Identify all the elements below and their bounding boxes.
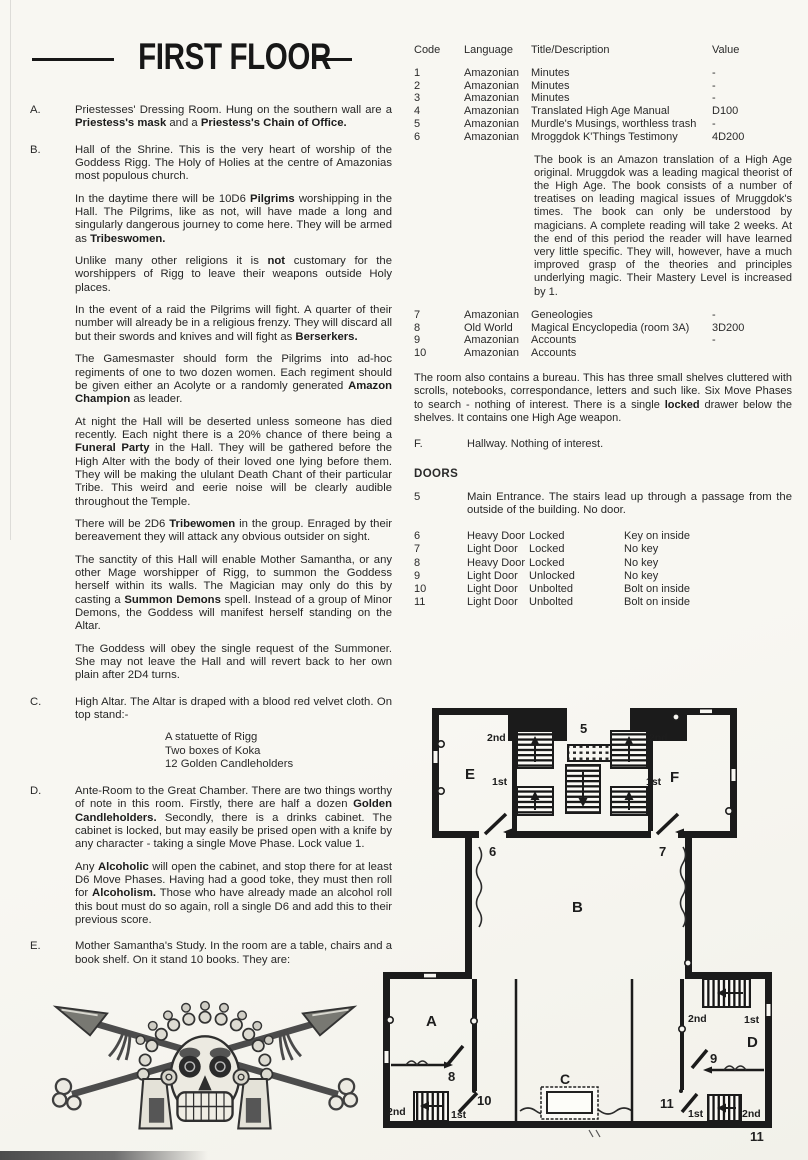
section-body xyxy=(75,940,392,976)
section-letter: A. xyxy=(30,104,41,116)
paragraph: Hall of the Shrine. This is the very heart of worship of the Goddess Rigg. The Holy of Holies at the centre of Amazonias most populous church. xyxy=(75,143,392,183)
book-value: D100 xyxy=(712,105,739,118)
book-row xyxy=(414,92,792,105)
map-label-2nd: 2nd xyxy=(742,1108,761,1120)
book-language: Amazonian xyxy=(464,334,520,347)
book-row xyxy=(414,309,792,322)
book-value: - xyxy=(712,92,716,105)
books-table-rows-1-6 xyxy=(414,67,792,144)
book-code: 10 xyxy=(414,347,427,360)
door-note: Bolt on inside xyxy=(624,583,691,596)
door-note: No key xyxy=(624,569,659,582)
book-code: 2 xyxy=(414,79,421,92)
paragraph: Unlike many other religions it is not customary for the worshippers of Rigg to leave their weapons outside Holy places. xyxy=(75,255,392,294)
map-label-d: D xyxy=(747,1034,758,1051)
altar xyxy=(541,1087,598,1119)
section-b xyxy=(30,144,392,692)
door-6-leaf xyxy=(485,814,506,834)
map-label-f: F xyxy=(670,769,680,786)
map-label-a: A xyxy=(426,1013,437,1030)
section-d xyxy=(30,785,392,936)
book-6-description: The book is an Amazon translation of a High Age original. Mruggdok was a leading magical theorist of the High Age. The book consists of a number of treatises on leading magical issues of Mruggdok's times. The book can only be understood by magicians. A complete reading will take 2 weeks. At the end of this period the reader will have learned very little specific. They will, however, have a much improved grasp of the theories and principles underlying magic. Their Mastery Level is increased by 1. xyxy=(534,153,792,298)
door-code: 6 xyxy=(414,530,421,543)
door-type: Heavy Door xyxy=(467,530,526,543)
map-label-c: C xyxy=(560,1071,571,1087)
door-note: No key xyxy=(624,543,659,556)
paragraph: Ante-Room to the Great Chamber. There are two things worthy of note in this room. Firstly, there are half a dozen Golden Candleholders. Secondly, there is a drinks cabinet. The cabinet is locked, but may easily be prised open with a knife by any character - taking a single Move Phase. Lock value 1. xyxy=(75,784,392,851)
map-label-1st: 1st xyxy=(688,1108,704,1120)
door-row xyxy=(414,583,792,596)
door-row xyxy=(414,557,792,570)
map-label-5: 5 xyxy=(580,721,588,736)
book-title: Mroggdok K'Things Testimony xyxy=(531,130,678,143)
section-letter: B. xyxy=(30,143,41,156)
book-code: 4 xyxy=(414,105,421,118)
door-entry-main-entrance xyxy=(414,491,792,518)
book-row xyxy=(414,67,792,80)
door-code: 10 xyxy=(414,583,427,596)
map-label-b: B xyxy=(572,899,583,916)
page-title-block xyxy=(32,36,392,82)
map-label-2nd: 2nd xyxy=(688,1013,707,1025)
column-header-code: Code xyxy=(414,44,441,56)
map-label-8: 8 xyxy=(448,1069,456,1084)
bureau-paragraph: The room also contains a bureau. This has three small shelves cluttered with scrolls, notebooks, correspondance, letters and such like. Six Move Phases to search - nothing of interest. There is a single locked drawer below the shelves. It contains one High Age weapon. xyxy=(414,372,792,424)
book-code: 1 xyxy=(414,66,421,79)
map-label-6: 6 xyxy=(489,844,497,859)
right-column xyxy=(414,44,792,609)
book-code: 5 xyxy=(414,117,421,130)
door-state: Locked xyxy=(529,543,565,556)
map-label-2nd: 2nd xyxy=(387,1106,406,1118)
book-language: Old World xyxy=(464,321,513,334)
paragraph xyxy=(165,731,392,772)
book-code: 7 xyxy=(414,308,421,321)
book-code: 3 xyxy=(414,92,421,105)
book-row xyxy=(414,131,792,144)
door-code: 5 xyxy=(414,490,421,503)
door-row xyxy=(414,543,792,556)
book-language: Amazonian xyxy=(464,130,520,143)
paragraph: High Altar. The Altar is draped with a blood red velvet cloth. On top stand:- xyxy=(75,695,392,722)
map-label-e: E xyxy=(465,766,476,783)
book-row xyxy=(414,80,792,93)
left-sections xyxy=(30,104,392,976)
hallway-text: Hallway. Nothing of interest. xyxy=(467,438,604,451)
book-value: - xyxy=(712,66,716,79)
book-title: Accounts xyxy=(531,334,577,347)
title-box xyxy=(114,36,332,82)
paragraph: In the event of a raid the Pilgrims will fight. A quarter of their number will already be in a religious frenzy. They will discard all but their swords and knives and will fight as Berserkers. xyxy=(75,304,392,343)
book-title: Translated High Age Manual xyxy=(531,105,670,118)
book-title: Accounts xyxy=(531,347,577,360)
paragraph: There will be 2D6 Tribewomen in the group. Enraged by their bereavement they will attack any obvious outsider on sight. xyxy=(75,517,392,544)
map-label-1st: 1st xyxy=(646,776,662,788)
door-7-leaf xyxy=(657,814,678,834)
title-rule-left xyxy=(32,58,114,61)
door-code: 9 xyxy=(414,569,421,582)
door-note: No key xyxy=(624,556,659,569)
section-c xyxy=(30,696,392,781)
map-label-10: 10 xyxy=(477,1093,492,1108)
book-value: 4D200 xyxy=(712,130,745,143)
map-label-11: 11 xyxy=(660,1096,674,1111)
left-column xyxy=(30,30,392,1141)
list-line: Two boxes of Koka xyxy=(165,744,261,757)
door-state: Unbolted xyxy=(529,583,574,596)
scan-tick-marks xyxy=(589,1130,600,1137)
book-row xyxy=(414,334,792,347)
book-language: Amazonian xyxy=(464,308,520,321)
page-number: 11 xyxy=(750,1129,764,1144)
door-state: Unlocked xyxy=(529,569,575,582)
scan-artifact-line xyxy=(10,0,11,540)
section-f xyxy=(414,438,792,451)
book-language: Amazonian xyxy=(464,105,520,118)
book-row xyxy=(414,118,792,131)
book-title: Magical Encyclopedia (room 3A) xyxy=(531,321,690,334)
book-title: Minutes xyxy=(531,66,570,79)
map-label-2nd: 2nd xyxy=(649,732,668,744)
book-code: 9 xyxy=(414,334,421,347)
paragraph: Any Alcoholic will open the cabinet, and stop there for at least D6 Move Phases. Having had a good toke, they must then roll for Alcoholism. Those who have already made an alcohol roll this bout must do so again, roll a single D6 and add this to their previous score. xyxy=(75,860,392,926)
map-label-9: 9 xyxy=(710,1051,718,1066)
paragraph: In the daytime there will be 10D6 Pilgrims worshipping in the Hall. The Pilgrims, like as not, will have made a long and singularly dangerous journey to come here. They will be armed as Tribeswomen. xyxy=(75,192,392,245)
door-type: Light Door xyxy=(467,596,518,609)
section-body xyxy=(75,696,392,781)
book-row xyxy=(414,105,792,118)
door-code: 11 xyxy=(414,596,426,609)
books-table-rows-7-10 xyxy=(414,309,792,360)
door-type: Heavy Door xyxy=(467,556,526,569)
book-value: - xyxy=(712,117,716,130)
book-row xyxy=(414,347,792,360)
section-e xyxy=(30,940,392,976)
floor-plan-map xyxy=(380,698,796,1146)
book-title: Minutes xyxy=(531,79,570,92)
door-note: Bolt on inside xyxy=(624,596,691,609)
book-code: 6 xyxy=(414,130,421,143)
book-value xyxy=(712,347,792,360)
map-label-2nd: 2nd xyxy=(487,732,506,744)
map-label-1st: 1st xyxy=(492,776,508,788)
door-state: Locked xyxy=(529,530,565,543)
list-line: 12 Golden Candleholders xyxy=(165,758,294,771)
book-title: Murdle's Musings, worthless trash xyxy=(531,117,697,130)
door-9-leaf xyxy=(692,1050,707,1068)
book-title: Minutes xyxy=(531,92,570,105)
door-code: 7 xyxy=(414,543,421,556)
paragraph: Mother Samantha's Study. In the room are a table, chairs and a book shelf. On it stand 10 books. They are: xyxy=(75,940,392,966)
door-note: Key on inside xyxy=(624,530,691,543)
paragraph: The Goddess will obey the single request of the Summoner. She may not leave the Hall and will revert back to her own plain after 2D4 turns. xyxy=(75,642,392,682)
map-label-1st: 1st xyxy=(744,1014,760,1026)
books-table-header xyxy=(414,44,792,57)
section-letter: C. xyxy=(30,695,42,708)
book-value: - xyxy=(712,79,716,92)
book-value: - xyxy=(712,334,716,347)
door-code: 8 xyxy=(414,556,421,569)
book-language: Amazonian xyxy=(464,347,520,360)
book-code: 8 xyxy=(414,321,421,334)
door-row xyxy=(414,596,792,609)
list-line: A statuette of Rigg xyxy=(165,731,258,744)
door-type: Light Door xyxy=(467,569,518,582)
section-body xyxy=(75,104,392,140)
door-row xyxy=(414,530,792,543)
book-row xyxy=(414,322,792,335)
section-a xyxy=(30,104,392,140)
map-doors xyxy=(406,814,746,1112)
page-title: FIRST FLOOR xyxy=(138,36,332,77)
door-type: Light Door xyxy=(467,543,518,556)
paragraph: At night the Hall will be deserted unless someone has died recently. Each night there is a 20% chance of there being a Funeral Party in the Hall. They will be gathered before the High Alter with the body of their loved one lying before them. They will be making the ululant Death Chant of their particular Tribe. This weird and eerie noise will be clearly audible throughout the Temple. xyxy=(75,415,393,508)
paragraph: The Gamesmaster should form the Pilgrims into ad-hoc regiments of one to two dozen women. Each regiment should be given either an Acolyte or a randomly generated Amazon Champion as leader. xyxy=(75,353,392,406)
book-title: Geneologies xyxy=(531,308,593,321)
column-header-title: Title/Description xyxy=(531,44,610,56)
door-type: Light Door xyxy=(467,583,518,596)
book-value: - xyxy=(712,308,716,321)
map-label-1st: 1st xyxy=(451,1109,467,1121)
book-language: Amazonian xyxy=(464,92,520,105)
book-language: Amazonian xyxy=(464,66,520,79)
column-header-language: Language xyxy=(464,44,513,56)
skull-crossed-spears-drawing xyxy=(42,984,368,1136)
paragraph: The sanctity of this Hall will enable Mother Samantha, or any other Mage worshipper of Rigg, to summon the Goddess herself within its walls. The Magician may only do this by casting a Summon Demons spell. Instead of a group of Minor Demons, the Goddess will manifest herself standing on the Altar. xyxy=(75,553,392,633)
book-language: Amazonian xyxy=(464,79,520,92)
paragraph: Priestesses' Dressing Room. Hung on the southern wall are a Priestess's mask and a Priestess's Chain of Office. xyxy=(75,104,392,130)
doors-table xyxy=(414,530,792,609)
book-value: 3D200 xyxy=(712,321,745,334)
section-letter: F. xyxy=(414,438,423,451)
column-header-value: Value xyxy=(712,44,740,56)
section-body xyxy=(75,785,392,936)
door-state: Locked xyxy=(529,556,565,569)
scan-artifact-bar xyxy=(0,1151,208,1160)
main-entrance-text: Main Entrance. The stairs lead up through a passage from the outside of the building. No door. xyxy=(467,490,792,516)
section-body xyxy=(75,144,392,692)
door-row xyxy=(414,570,792,583)
book-language: Amazonian xyxy=(464,117,520,130)
section-letter: E. xyxy=(30,940,41,953)
section-letter: D. xyxy=(30,784,42,797)
door-8-leaf xyxy=(448,1046,463,1064)
door-state: Unbolted xyxy=(529,596,574,609)
map-label-7: 7 xyxy=(659,844,667,859)
doors-heading: DOORS xyxy=(414,467,459,480)
aztec-skull-illustration xyxy=(42,984,368,1141)
